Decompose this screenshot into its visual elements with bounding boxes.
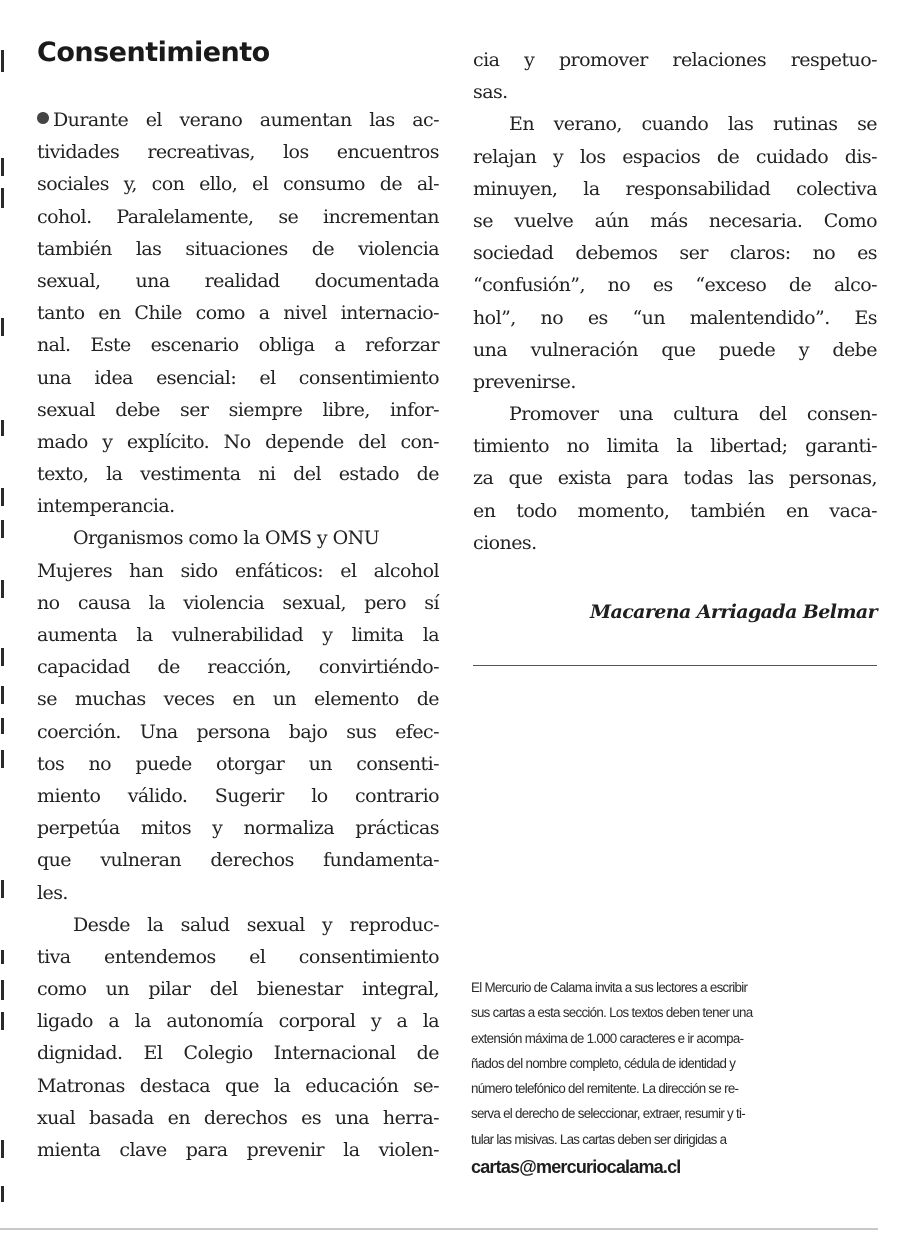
article-line: sexual, una realidad documentada: [37, 269, 439, 292]
article-line: cia y promover relaciones respetuo-: [473, 49, 877, 71]
article-line: ligado a la autonomía corporal y a la: [37, 1010, 439, 1033]
edge-glyph: [1, 318, 4, 336]
article-line: tos no puede otorgar un consenti-: [37, 752, 439, 775]
article-line: relajan y los espacios de cuidado dis-: [473, 145, 877, 168]
article-line: como un pilar del bienestar integral,: [37, 978, 439, 1001]
notice-line: ñados del nombre completo, cédula de identidad y: [471, 1055, 736, 1072]
article-left-column: [37, 36, 439, 1166]
article-line: tiva entendemos el consentimiento: [37, 945, 439, 968]
edge-glyph: [1, 50, 4, 72]
edge-glyph: [1, 980, 4, 1000]
article-line: perpetúa mitos y normaliza prácticas: [37, 817, 439, 840]
article-line: tividades recreativas, los encuentros: [37, 141, 439, 164]
edge-glyph: [1, 1012, 4, 1030]
article-line: sociales y, con ello, el consumo de al-: [37, 173, 439, 196]
article-line: sas.: [473, 81, 508, 104]
article-line: hol”, no es “un malentendido”. Es: [473, 306, 877, 329]
author-signature: Macarena Arriagada Belmar: [590, 601, 877, 623]
article-line: ciones.: [473, 531, 537, 554]
article-line: aumenta la vulnerabilidad y limita la: [37, 624, 439, 646]
submission-notice: [471, 976, 881, 1180]
notice-line: sus cartas a esta sección. Los textos deben tener una: [471, 1005, 753, 1022]
notice-line: serva el derecho de seleccionar, extraer, resumir y ti-: [471, 1106, 746, 1123]
article-line: se vuelve aún más necesaria. Como: [473, 209, 877, 232]
article-line: que vulneran derechos fundamenta-: [37, 849, 439, 872]
signature-divider: [473, 665, 877, 666]
article-line: se muchas veces en un elemento de: [37, 688, 439, 711]
article-line: también las situaciones de violencia: [37, 237, 439, 260]
article-line: no causa la violencia sexual, pero sí: [37, 591, 439, 614]
article-line: coerción. Una persona bajo sus efec-: [37, 720, 439, 743]
article-line: [37, 104, 439, 136]
article-line: mienta clave para prevenir la violen-: [37, 1139, 439, 1161]
edge-glyph: [1, 520, 4, 538]
article-line: texto, la vestimenta ni del estado de: [37, 463, 439, 486]
edge-glyph: [1, 880, 4, 898]
edge-glyph: [1, 686, 4, 704]
article-line: timiento no limita la libertad; garanti-: [473, 435, 877, 458]
article-line: en todo momento, también en vaca-: [473, 499, 877, 522]
article-line: sexual debe ser siempre libre, infor-: [37, 398, 439, 421]
article-line: cohol. Paralelamente, se incrementan: [37, 205, 439, 228]
article-line: za que exista para todas las personas,: [473, 467, 877, 490]
edge-glyph: [1, 1186, 4, 1202]
article-line: nal. Este escenario obliga a reforzar: [37, 334, 439, 357]
article-line: una vulneración que puede y debe: [473, 338, 877, 361]
edge-glyph: [1, 1140, 4, 1158]
edge-glyph: [1, 648, 4, 666]
article-line: prevenirse.: [473, 370, 576, 393]
article-line: Desde la salud sexual y reproduc-: [73, 913, 439, 936]
page-bottom-divider: [0, 1228, 878, 1230]
article-right-column: [473, 44, 877, 625]
edge-glyph: [1, 158, 4, 176]
article-title: Consentimiento: [37, 37, 270, 68]
article-line-text: Durante el verano aumentan las ac-: [53, 109, 439, 131]
article-line: sociedad debemos ser claros: no es: [473, 242, 877, 265]
bullet-icon: [37, 112, 49, 124]
article-line: Matronas destaca que la educación se-: [37, 1074, 439, 1097]
article-line: intemperancia.: [37, 495, 175, 518]
article-line: una idea esencial: el consentimiento: [37, 366, 439, 389]
article-line: minuyen, la responsabilidad colectiva: [473, 177, 877, 200]
edge-glyph: [1, 488, 4, 506]
notice-line: extensión máxima de 1.000 caracteres e ir acompa-: [471, 1030, 744, 1047]
article-line: miento válido. Sugerir lo contrario: [37, 784, 439, 807]
contact-email: cartas@mercuriocalama.cl: [471, 1157, 681, 1178]
edge-glyph: [1, 718, 4, 734]
edge-glyph: [1, 750, 4, 768]
notice-line: El Mercurio de Calama invita a sus lectores a escribir: [471, 980, 748, 996]
article-line: capacidad de reacción, convirtiéndo-: [37, 656, 439, 679]
edge-glyph: [1, 580, 4, 598]
notice-line: número telefónico del remitente. La dirección se re-: [471, 1081, 739, 1098]
article-line: mado y explícito. No depende del con-: [37, 430, 439, 453]
article-line: tanto en Chile como a nivel internacio-: [37, 302, 439, 325]
edge-glyph: [1, 188, 4, 208]
adjacent-column-edge: [0, 0, 10, 1236]
article-line: Mujeres han sido enfáticos: el alcohol: [37, 559, 439, 582]
article-line: Organismos como la OMS y ONU: [73, 527, 380, 550]
article-line: Promover una cultura del consen-: [509, 403, 877, 426]
article-line: xual basada en derechos es una herra-: [37, 1106, 439, 1129]
article-line: dignidad. El Colegio Internacional de: [37, 1042, 439, 1065]
article-line: les.: [37, 881, 68, 904]
edge-glyph: [1, 950, 4, 964]
article-line: En verano, cuando las rutinas se: [509, 113, 877, 136]
notice-line: tular las misivas. Las cartas deben ser dirigidas a: [471, 1131, 727, 1148]
article-line: “confusión”, no es “exceso de alco-: [473, 274, 877, 297]
edge-glyph: [1, 420, 4, 436]
